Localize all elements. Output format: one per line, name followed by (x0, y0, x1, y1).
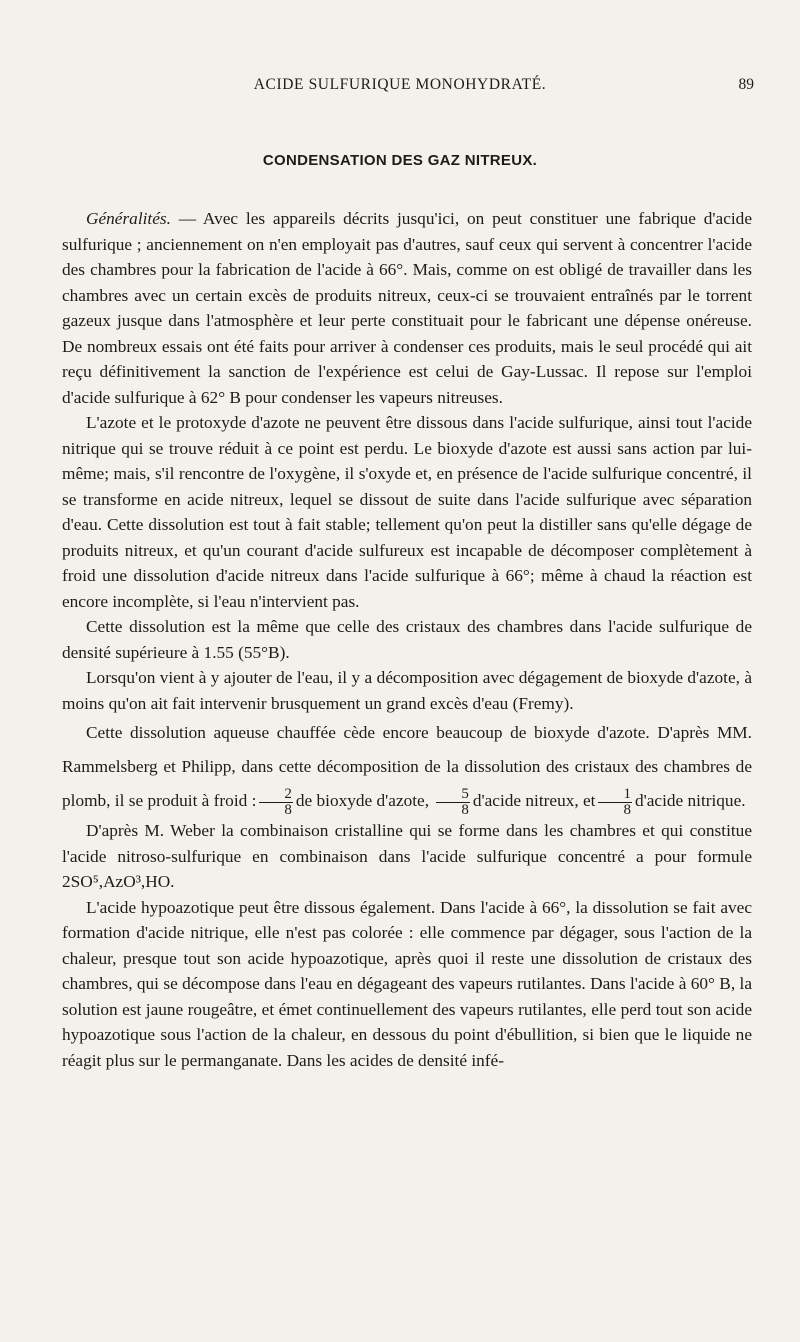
paragraph-hypoazotique: L'acide hypoazotique peut être dissous également. Dans l'acide à 66°, la dissolution se fait avec formation d'acide nitrique, elle n'est pas colorée : elle commence par dégager, sous l'action de la chaleur, presque tout son acide hypoazotique, après quoi il reste une dissolution de cristaux des chambres, qui se décompose dans l'eau en dégageant des vapeurs rutilantes. Dans l'acide à 60° B, la solution est jaune rougeâtre, et émet continuellement des vapeurs rutilantes, elle perd tout son acide hypoazotique sous l'action de la chaleur, en dessous du point d'ébullition, si bien que le liquide ne réagit plus sur le permanganate. Dans les acides de densité infé- (62, 897, 752, 1070)
fraction-denominator: 8 (284, 801, 292, 818)
section-title: CONDENSATION DES GAZ NITREUX. (262, 152, 538, 169)
paragraph-decomposition (62, 716, 752, 818)
paragraph-azote: L'azote et le protoxyde d'azote ne peuvent être dissous dans l'acide sulfurique, ainsi tout l'acide nitrique qui se trouve réduit à ce point est perdu. Le bioxyde d'azote est aussi sans action par lui-même; mais, s'il rencontre de l'oxygène, il s'oxyde et, en présence de l'acide sulfurique concentré, il se transforme en acide nitreux, lequel se dissout de suite dans l'acide sulfurique avec séparation d'eau. Cette dissolution est tout à fait stable; tellement qu'on peut la distiller sans qu'elle dégage de produits nitreux, et qu'un courant d'acide sulfureux est incapable de décomposer complètement à froid une dissolution d'acide nitreux dans l'acide sulfurique à 66°; même à chaud la réaction est encore incomplète, si l'eau n'intervient pas. (62, 413, 752, 611)
page-number: 89 (738, 76, 754, 93)
paragraph-text: Cette dissolution aqueuse chauffée cède encore beaucoup de bioxyde d'azote. D'après MM. Rammelsberg et Philipp, dans cette décomposition de la dissolution des cristaux des chambres de plomb, il se produit à froid : (62, 723, 752, 810)
body-text (62, 206, 752, 1073)
paragraph-dissolution: Cette dissolution est la même que celle des cristaux des chambres dans l'acide sulfurique de densité supérieure à 1.55 (55°B). (62, 617, 752, 662)
paragraph-text: d'acide nitreux, et (472, 791, 596, 810)
fraction-numerator: 5 (436, 787, 470, 803)
paragraph-text: — Avec les appareils décrits jusqu'ici, on peut constituer une fabrique d'acide sulfurique ; anciennement on n'en employait pas d'autres, sauf ceux qui servent à concentrer l'acide des chambres pour la fabrication de l'acide à 66°. Mais, comme on est obligé de travailler dans les chambres avec un certain excès de produits nitreux, ceux-ci se trouvaient entraînés par le torrent gazeux jusque dans l'atmosphère et leur perte constituait pour le fabricant une dépense onéreuse. De nombreux essais ont été faits pour arriver à condenser ces produits, mais le seul procédé qui ait reçu définitivement la sanction de l'expérience est celui de Gay-Lussac. Il repose sur l'emploi d'acide sulfurique à 62° B pour condenser les vapeurs nitreuses. (62, 209, 752, 407)
fraction-five-eighths (436, 787, 470, 818)
paragraph-eau: Lorsqu'on vient à y ajouter de l'eau, il y a décomposition avec dégagement de bioxyde d'azote, à moins qu'on ait fait intervenir brusquement un grand excès d'eau (Fremy). (62, 668, 752, 713)
paragraph-text: de bioxyde d'azote, (295, 791, 430, 810)
paragraph-weber: D'après M. Weber la combinaison cristalline qui se forme dans les chambres et qui constitue l'acide nitroso-sulfurique en combinaison dans l'acide sulfurique concentré a pour formule 2SO⁵,AzO³,HO. (62, 821, 752, 891)
fraction-one-eighth (598, 787, 632, 818)
paragraph-text: d'acide nitrique. (634, 791, 746, 810)
paragraph-lead-label: Généralités. (86, 209, 171, 228)
fraction-denominator: 8 (623, 801, 631, 818)
fraction-numerator: 1 (598, 787, 632, 803)
fraction-two-eighths (259, 787, 293, 818)
running-head: ACIDE SULFURIQUE MONOHYDRATÉ. (253, 76, 547, 93)
paragraph-generalites (62, 206, 752, 410)
fraction-denominator: 8 (461, 801, 469, 818)
fraction-numerator: 2 (259, 787, 293, 803)
